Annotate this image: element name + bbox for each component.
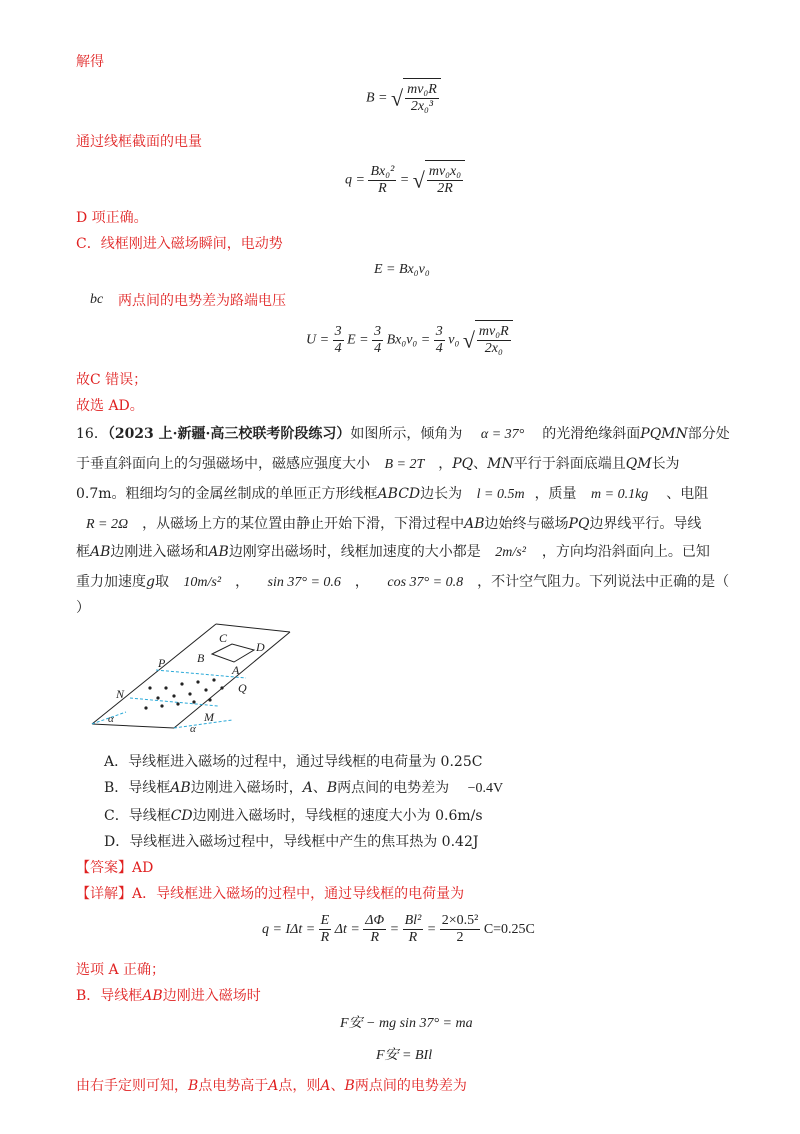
square-frame-abcd [212, 644, 254, 662]
eq-u-lhs: U = [306, 332, 330, 348]
eq-u-t1: E = [347, 332, 369, 348]
equation-U: U = $\frac{3}{4}$ E = $\frac{3}{4}$ Bx₀v₀ = $\frac{3}{4}$ v₀ √ $\frac{\text{mv₀R}}{\text{2x₀}}$ [306, 320, 513, 361]
q16-text: ，从磁场上方的某位置由静止开始下滑，下滑过程中 [142, 516, 465, 532]
option-b-value: −0.4V [467, 781, 504, 796]
equation-force-1: F安 − mg sin 37° = ma [340, 1016, 473, 1031]
c-text: C．线框刚进入磁场瞬间，电动势 [76, 236, 283, 252]
q16-pqmn: PQMN [640, 426, 688, 442]
label-d: D [256, 640, 265, 654]
eq-u-f3den: 4 [435, 341, 443, 356]
q16-text: 部分处 [687, 426, 730, 442]
choose-answer: 故选 AD。 [76, 398, 144, 414]
b-text [76, 986, 261, 1006]
q16-line4 [86, 514, 701, 535]
charge-label: 通过线框截面的电量 [76, 134, 202, 150]
q16-line1 [76, 424, 730, 445]
q16-text: 的光滑绝缘斜面 [542, 426, 641, 442]
q16-text: 如图所示，倾角为 [350, 426, 463, 442]
eq-qa-f3den: R [408, 930, 418, 946]
q16-sin: sin 37° = 0.6 [267, 575, 341, 590]
q16-text: 框 [76, 544, 90, 560]
option-b-text: 边刚进入磁场时， [190, 780, 303, 796]
eq-qa-t1: Δt = [334, 922, 360, 937]
q16-ab: AB [208, 544, 229, 560]
q16-text: 边长为 [420, 486, 463, 502]
eq-q-den: 2R [437, 181, 453, 197]
last-b: B [188, 1078, 199, 1094]
option-a: A．导线框进入磁场的过程中，通过导线框的电荷量为 0.25C [104, 754, 483, 770]
label-alpha-left: α [108, 713, 114, 725]
solve-label: 解得 [76, 54, 104, 70]
label-n: N [116, 687, 125, 701]
equation-B: B = √ $\frac{\text{mv₀R}}{\text{2x₀³}}$ [366, 78, 441, 119]
option-c-text: 边刚进入磁场时，导线框的速度大小为 0.6m/s [192, 808, 483, 824]
option-b-a: A [302, 780, 313, 796]
eq-u-f2num: 3 [374, 324, 382, 339]
q16-pq: PQ [568, 516, 590, 532]
label-b: B [197, 651, 205, 665]
eq-q-fnum: Bx₀² [370, 164, 395, 179]
q16-alpha: α = 37° [480, 427, 525, 442]
equation-E: E = Bx₀v₀ [374, 262, 430, 277]
eq-u-f1den: 4 [334, 341, 342, 356]
q16-text: ， [235, 574, 250, 590]
q16-text: ，质量 [534, 486, 577, 502]
equation-q: q = $\frac{\text{Bx₀²}}{R}$ = √ $\frac{\text{mv₀x₀}}{2R}$ [345, 160, 465, 201]
eq-u-f2den: 4 [374, 341, 382, 356]
q16-abcd: ABCD [377, 486, 421, 502]
q16-mn: MN [487, 456, 514, 472]
incline-figure [86, 620, 296, 740]
q16-text: ， [438, 456, 453, 472]
option-b-text: 、 [312, 780, 327, 796]
b-text-post: 边刚进入磁场时 [162, 988, 261, 1004]
detail-a: A．导线框进入磁场的过程中，通过导线框的电荷量为 [132, 886, 465, 902]
q16-line2 [76, 454, 680, 475]
eq-qa-f1num: E [320, 913, 330, 929]
q16-bval: B = 2T [384, 457, 425, 472]
equation-force-2: F安 = BIl [376, 1048, 433, 1063]
q16-line6 [76, 572, 729, 593]
eq-qa-result: C=0.25C [483, 922, 535, 937]
eq-qa-eq3: = [426, 922, 437, 937]
eq-u-t3: v₀ [448, 332, 460, 348]
detail-label: 【详解】 [76, 886, 132, 902]
label-m: M [204, 710, 214, 724]
eq-u-f1num: 3 [334, 324, 342, 339]
c-wrong: 故C 错误； [76, 372, 148, 388]
eq-qa-f1den: R [320, 930, 330, 946]
eq-q-lhs: q = [345, 172, 365, 188]
q16-text: 0.7m。粗细均匀的金属丝制成的单匝正方形线框 [76, 486, 378, 502]
bc-label: bc [90, 292, 104, 307]
last-text: 、 [330, 1078, 345, 1094]
last-text: 由右手定则可知， [76, 1078, 188, 1094]
b-ab: AB [142, 988, 163, 1004]
q16-text: 边始终与磁场 [484, 516, 569, 532]
last-line [76, 1076, 467, 1096]
a-correct: 选项 A 正确； [76, 962, 166, 978]
q16-text: ， [354, 574, 369, 590]
last-text: 点，则 [278, 1078, 321, 1094]
eq-q-fden: R [378, 181, 387, 196]
q16-text: 于垂直斜面向上的匀强磁场中，磁感应强度大小 [76, 456, 370, 472]
eq-q-num: mv₀x₀ [428, 164, 462, 180]
option-b [104, 778, 503, 799]
option-b-text: 两点间的电势差为 [337, 780, 450, 796]
option-c-text: C．导线框 [104, 808, 171, 824]
incline-top-edge [216, 624, 290, 632]
eq-u-f3num: 3 [435, 324, 443, 339]
eq-b-den: 2x₀³ [410, 99, 434, 115]
eq-qa-lhs: q = [262, 922, 286, 937]
eq-qa-eq2: = [389, 922, 400, 937]
equation-qa [262, 908, 535, 952]
last-text: 点电势高于 [198, 1078, 269, 1094]
eq-qa-f2num: ΔΦ [365, 913, 385, 929]
q16-rval: R = 2Ω [86, 517, 129, 532]
detail-line [76, 884, 464, 904]
q16-line3 [76, 484, 708, 505]
last-b: B [344, 1078, 355, 1094]
last-a: A [268, 1078, 279, 1094]
label-alpha-right: α [190, 723, 196, 735]
last-text: 两点间的电势差为 [354, 1078, 467, 1094]
incline-bottom-edge [92, 724, 174, 728]
eq-qa-it: IΔt = [285, 922, 316, 937]
q16-text: 边刚进入磁场和 [110, 544, 209, 560]
eq-qa-f3num: Bl² [404, 913, 422, 929]
option-b-text: B．导线框 [104, 780, 171, 796]
q16-mval: m = 0.1kg [591, 487, 649, 502]
q16-pq: PQ [452, 456, 474, 472]
eq-qa-f2den: R [370, 930, 380, 946]
answer: 【答案】AD [76, 860, 154, 876]
q16-gval: 10m/s² [183, 575, 222, 590]
bc-text: 两点间的电势差为路端电压 [118, 293, 286, 309]
q16-text: 、电阻 [666, 486, 709, 502]
q16-text: ，方向均沿斜面向上。已知 [541, 544, 710, 560]
q16-text: 、 [473, 456, 488, 472]
option-d: D．导线框进入磁场过程中，导线框中产生的焦耳热为 0.42J [104, 834, 479, 850]
q16-text: 取 [154, 574, 169, 590]
q16-line7: ） [76, 600, 90, 616]
q16-lval: l = 0.5m [476, 487, 525, 502]
q16-aval: 2m/s² [495, 545, 526, 560]
q16-text: 长为 [651, 456, 680, 472]
eq-qa-f4num: 2×0.5² [441, 913, 479, 929]
d-correct: D 项正确。 [76, 210, 148, 226]
label-a: A [232, 663, 240, 677]
q16-text: ，不计空气阻力。下列说法中正确的是（ [477, 574, 730, 590]
label-q: Q [238, 681, 247, 695]
b-text-pre: B．导线框 [76, 988, 143, 1004]
option-c-cd: CD [170, 808, 193, 824]
q16-text: 边刚穿出磁场时，线框加速度的大小都是 [228, 544, 481, 560]
q16-text: 平行于斜面底端且 [513, 456, 626, 472]
option-b-b: B [326, 780, 338, 796]
q16-source: （2023 上·新疆·高三校联考阶段练习） [107, 426, 351, 442]
magnetic-field-dots [144, 678, 223, 709]
q16-number: 16． [76, 426, 108, 442]
eq-b-num: mv₀R [407, 82, 437, 98]
eq-b-lhs: B = [366, 90, 388, 106]
q16-ab: AB [90, 544, 111, 560]
eq-u-t2: Bx₀v₀ = [386, 332, 431, 348]
last-a: A [320, 1078, 331, 1094]
incline-right-edge [174, 632, 290, 728]
label-c: C [219, 631, 228, 645]
eq-u-den: 2x₀ [484, 341, 503, 357]
q16-qm: QM [625, 456, 652, 472]
option-b-ab: AB [170, 780, 191, 796]
eq-qa-f4den: 2 [456, 930, 464, 946]
q16-cos: cos 37° = 0.8 [387, 575, 464, 590]
q16-g: g [146, 574, 155, 590]
option-c [104, 806, 483, 826]
eq-q-eq: = [399, 172, 410, 188]
eq-u-num: mv₀R [478, 324, 509, 340]
q16-line5 [76, 542, 710, 563]
label-p: P [158, 656, 166, 670]
q16-text: 重力加速度 [76, 574, 146, 590]
q16-ab: AB [464, 516, 485, 532]
q16-text: 边界线平行。导线 [589, 516, 702, 532]
